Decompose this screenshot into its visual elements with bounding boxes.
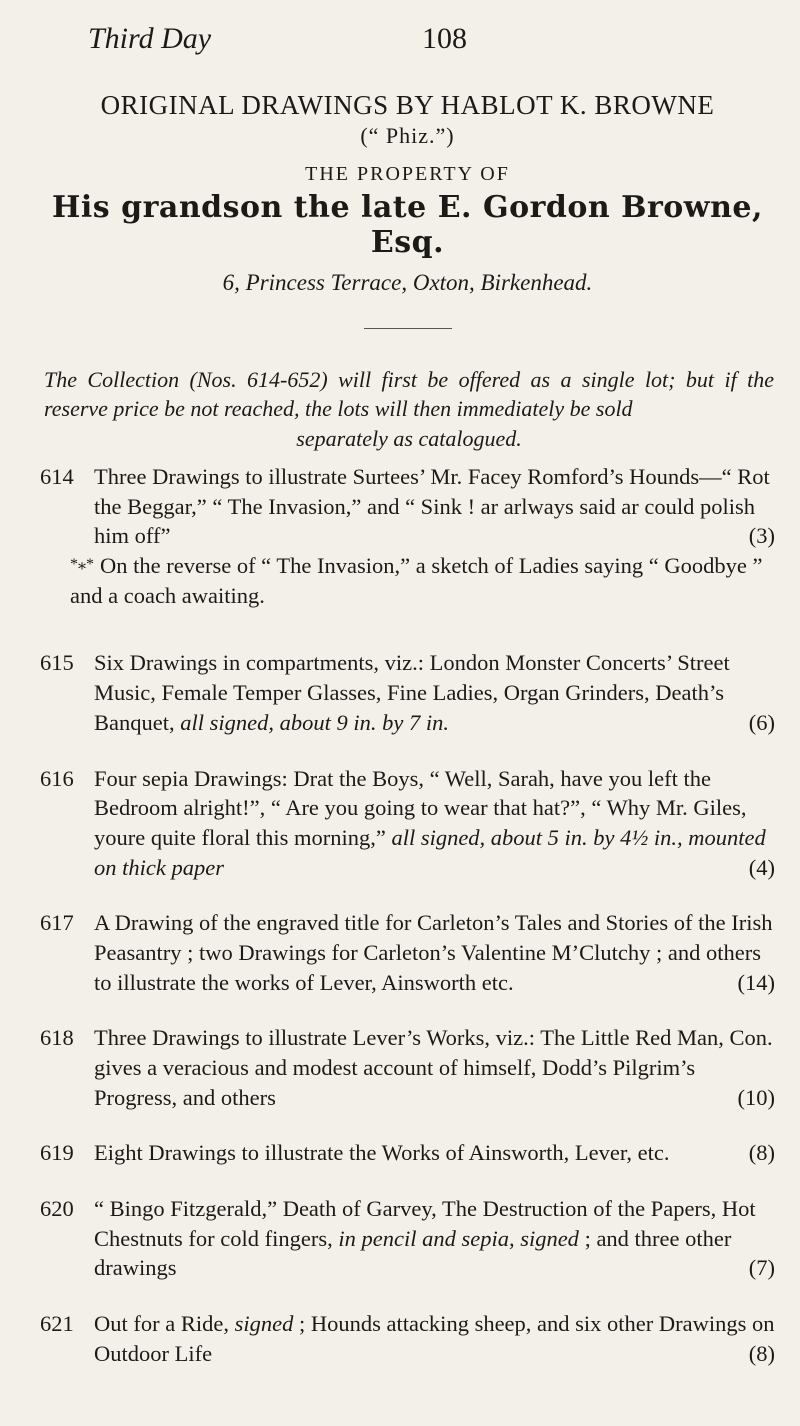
lot-entry: [40, 462, 775, 610]
lot-entry: [40, 1309, 775, 1368]
lot-quantity: (14): [737, 969, 775, 995]
sale-conditions: [44, 365, 774, 453]
running-head-day: Third Day: [88, 22, 212, 55]
property-of: THE PROPERTY OF: [305, 163, 510, 185]
lot-number: 618: [40, 1025, 74, 1051]
lot-entry: [40, 908, 775, 997]
lot-number: 615: [40, 650, 74, 676]
lot-text: A Drawing of the engraved title for Carleton’s Tales and Stories of the Irish Peasantry ; two Drawings for Carleton’s Valentine M’Clutchy ; and others to illustrate the works of Lever, Ainsworth etc.: [94, 910, 773, 995]
owner-name: His grandson the late E. Gordon Browne, Esq.: [52, 190, 763, 260]
lot-text: Three Drawings to illustrate Lever’s Works, viz.: The Little Red Man, Con. gives a veracious and modest account of himself, Dodd’s Pilgrim’s Progress, and others: [94, 1025, 773, 1110]
sale-conditions-last-line: separately as catalogued.: [296, 425, 522, 451]
lot-quantity: (8): [748, 1140, 775, 1166]
lot-text-continued: ; and three other drawings: [94, 1225, 732, 1281]
divider-rule: [364, 328, 452, 329]
lot-text-italic: signed: [234, 1311, 294, 1337]
lot-number: 619: [40, 1140, 74, 1166]
lot-number: 621: [40, 1311, 74, 1337]
lot-quantity: (8): [748, 1340, 775, 1366]
lot-quantity: (4): [748, 854, 775, 880]
lot-entry: [40, 1194, 775, 1283]
collection-title: ORIGINAL DRAWINGS BY HABLOT K. BROWNE: [100, 90, 715, 120]
asterism-mark: *⁎*: [70, 556, 94, 574]
lot-description: [94, 648, 775, 737]
lot-note: [70, 551, 775, 610]
lot-description: [94, 1023, 775, 1112]
lot-description: [94, 1309, 775, 1368]
lot-number: 620: [40, 1196, 74, 1222]
page-number: 108: [422, 22, 467, 55]
lot-quantity: (7): [748, 1255, 775, 1281]
lot-text: “ Bingo Fitzgerald,” Death of Garvey, The Destruction of the Papers, Hot Chestnuts for cold fingers,: [94, 1196, 756, 1251]
lot-text: Eight Drawings to illustrate the Works of Ainsworth, Lever, etc.: [94, 1140, 670, 1166]
lot-number: 614: [40, 464, 74, 489]
lot-text: Three Drawings to illustrate Surtees’ Mr. Facey Romford’s Hounds—“ Rot the Beggar,” “ The Invasion,” and “ Sink ! ar arlways said ar could polish him off”: [94, 464, 770, 549]
lot-description: [94, 1138, 775, 1168]
sale-conditions-text: The Collection (Nos. 614-652) will first be offered as a single lot; but if the reserve price be not reached, the lots will then immediately be sold: [44, 367, 774, 422]
lot-text-continued: ; Hounds attacking sheep, and six other Drawings on Outdoor Life: [94, 1311, 775, 1366]
lot-text-italic: all signed, about 9 in. by 7 in.: [180, 709, 449, 735]
lot-note-text: On the reverse of “ The Invasion,” a sketch of Ladies saying “ Goodbye ” and a coach awaiting.: [70, 553, 763, 608]
lot-entry: [40, 764, 775, 883]
lot-number: 617: [40, 910, 74, 936]
lot-list: [40, 462, 775, 1369]
lot-description: [94, 1194, 775, 1283]
lot-text: Four sepia Drawings: Drat the Boys, “ Well, Sarah, have you left the Bedroom alright!”, “ Are you going to wear that hat?”, “ Why Mr. Giles, youre quite floral this morning,”: [94, 765, 747, 850]
lot-entry: [40, 1138, 775, 1168]
lot-text: Out for a Ride,: [94, 1311, 235, 1337]
lot-text: Six Drawings in compartments, viz.: London Monster Concerts’ Street Music, Female Temper Glasses, Fine Ladies, Organ Grinders, Death’s Banquet,: [94, 650, 730, 735]
lot-number: 616: [40, 765, 74, 791]
lot-text-italic: in pencil and sepia, signed: [338, 1225, 579, 1251]
title-block: [40, 90, 775, 329]
lot-entry: [40, 1023, 775, 1112]
lot-description: [94, 908, 775, 997]
lot-description: [94, 764, 775, 883]
owner-address: 6, Princess Terrace, Oxton, Birkenhead.: [222, 270, 593, 295]
lot-quantity: (6): [748, 709, 775, 735]
lot-description: [70, 462, 775, 610]
lot-text-italic: all signed, about 5 in. by 4½ in., mounted on thick paper: [94, 824, 766, 880]
lot-quantity: (3): [748, 523, 775, 549]
page-header: [88, 22, 760, 62]
lot-quantity: (10): [737, 1084, 775, 1110]
artist-pseudonym: (“ Phiz.”): [360, 123, 455, 148]
lot-entry: [40, 648, 775, 737]
